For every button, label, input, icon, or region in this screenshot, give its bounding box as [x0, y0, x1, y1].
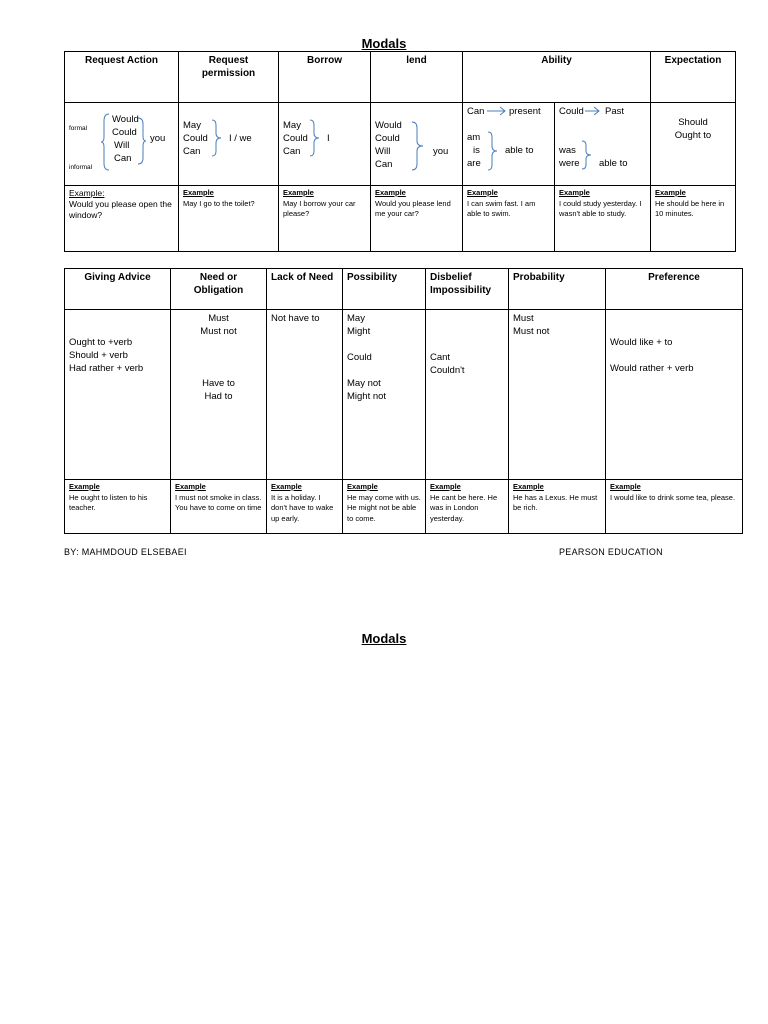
header-request-permission: Request permission	[179, 52, 279, 103]
example-cell: Example Would you please lend me your car?	[371, 186, 463, 252]
header-preference: Preference	[606, 269, 743, 310]
verb-were: were	[559, 158, 580, 169]
cell-need-obligation	[171, 310, 267, 480]
modal-could: Could	[559, 106, 584, 117]
pronoun-you: you	[150, 133, 166, 144]
modal-would: Would	[375, 120, 402, 131]
arrow-right-icon	[487, 106, 507, 116]
modal-could: Could	[112, 127, 137, 138]
modal-could: Could	[347, 352, 372, 363]
modal-have-to: Have to	[202, 378, 235, 389]
example-cell: Example I could study yesterday. I wasn't able to study.	[555, 186, 651, 252]
cell-probability	[509, 310, 606, 480]
modal-would: Would	[112, 114, 139, 125]
example-cell: Example I must not smoke in class. You have to come on time	[171, 480, 267, 534]
modal-can: Can	[283, 146, 301, 157]
modal-should: Should	[678, 117, 708, 128]
verb-am: am	[467, 132, 481, 143]
header-possibility: Possibility	[343, 269, 426, 310]
header-lack-of-need: Lack of Need	[267, 269, 343, 310]
footer-author: BY: MAHMDOUD ELSEBAEI	[64, 547, 187, 557]
header-ability: Ability	[463, 52, 651, 103]
left-brace-icon	[101, 113, 111, 171]
modals-table-2	[64, 268, 743, 534]
modal-may-not: May not	[347, 378, 381, 389]
footer-publisher: PEARSON EDUCATION	[559, 547, 663, 557]
modal-might: Might	[347, 326, 371, 337]
modal-will: Will	[114, 140, 130, 151]
header-disbelief: Disbelief Impossibility	[426, 269, 509, 310]
verb-are: are	[467, 158, 481, 169]
preference-line: Would like + to	[610, 337, 673, 348]
example-cell: Example: Would you please open the window?	[65, 186, 179, 252]
right-brace-icon	[411, 121, 425, 171]
tense-past: Past	[605, 106, 625, 117]
modal-can: Can	[183, 146, 201, 157]
arrow-right-icon	[585, 106, 601, 116]
preference-line: Would rather + verb	[610, 363, 694, 374]
cell-lend	[371, 103, 463, 186]
informal-label: informal	[69, 164, 93, 171]
cell-lack-of-need	[267, 310, 343, 480]
formal-label: formal	[69, 125, 88, 132]
pronoun-you: you	[433, 146, 449, 157]
advice-line: Had rather + verb	[69, 363, 144, 374]
cell-borrow	[279, 103, 371, 186]
modal-may: May	[283, 120, 301, 131]
modal-can: Can	[467, 106, 485, 117]
pronoun-i-we: I / we	[229, 133, 252, 144]
modal-not-have-to: Not have to	[271, 313, 320, 324]
modal-could: Could	[375, 133, 400, 144]
cell-disbelief	[426, 310, 509, 480]
modal-will: Will	[375, 146, 391, 157]
header-request-action: Request Action	[65, 52, 179, 103]
modal-had-to: Had to	[204, 391, 233, 402]
header-lend: lend	[371, 52, 463, 103]
header-probability: Probability	[509, 269, 606, 310]
cell-request-action	[65, 103, 179, 186]
header-expectation: Expectation	[651, 52, 736, 103]
example-cell: Example He cant be here. He was in London yesterday.	[426, 480, 509, 534]
header-giving-advice: Giving Advice	[65, 269, 171, 310]
phrase-able-to: able to	[599, 158, 628, 169]
modal-may: May	[183, 120, 201, 131]
modal-couldnt: Couldn't	[430, 365, 465, 376]
example-cell: Example I would like to drink some tea, please.	[606, 480, 743, 534]
right-brace-icon	[487, 131, 499, 171]
modal-cant: Cant	[430, 352, 451, 363]
verb-was: was	[559, 145, 576, 156]
modal-can: Can	[375, 159, 393, 170]
modal-could: Could	[283, 133, 308, 144]
page-2-title: Modals	[361, 631, 407, 646]
right-brace-icon	[137, 117, 147, 165]
advice-line: Should + verb	[69, 350, 128, 361]
example-cell: Example May I go to the toilet?	[179, 186, 279, 252]
cell-expectation	[651, 103, 736, 186]
modal-may: May	[347, 313, 365, 324]
modal-could: Could	[183, 133, 208, 144]
cell-possibility	[343, 310, 426, 480]
modals-table-1	[64, 51, 736, 252]
pronoun-i: I	[327, 133, 330, 144]
phrase-able-to: able to	[505, 145, 534, 156]
example-cell: Example It is a holiday. I don't have to wake up early.	[267, 480, 343, 534]
example-cell: Example May I borrow your car please?	[279, 186, 371, 252]
verb-is: is	[473, 145, 480, 156]
cell-giving-advice	[65, 310, 171, 480]
header-need-obligation: Need or Obligation	[171, 269, 267, 310]
tense-present: present	[509, 106, 541, 117]
right-brace-icon	[309, 119, 321, 157]
right-brace-icon	[211, 119, 223, 157]
header-borrow: Borrow	[279, 52, 371, 103]
cell-ability-past	[555, 103, 651, 186]
cell-preference	[606, 310, 743, 480]
example-cell: Example I can swim fast. I am able to swim.	[463, 186, 555, 252]
example-cell: Example He ought to listen to his teacher.	[65, 480, 171, 534]
modal-can: Can	[114, 153, 132, 164]
modal-must-not: Must not	[200, 326, 237, 337]
right-brace-icon	[581, 140, 593, 170]
advice-line: Ought to +verb	[69, 337, 133, 348]
modal-ought-to: Ought to	[674, 130, 712, 141]
modal-must-not: Must not	[513, 326, 550, 337]
example-cell: Example He may come with us. He might not be able to come.	[343, 480, 426, 534]
cell-ability-present	[463, 103, 555, 186]
example-cell: Example He has a Lexus. He must be rich.	[509, 480, 606, 534]
modal-must: Must	[513, 313, 534, 324]
page-title: Modals	[361, 36, 407, 51]
modal-might-not: Might not	[347, 391, 387, 402]
example-cell: Example He should be here in 10 minutes.	[651, 186, 736, 252]
cell-request-permission	[179, 103, 279, 186]
modal-must: Must	[208, 313, 229, 324]
